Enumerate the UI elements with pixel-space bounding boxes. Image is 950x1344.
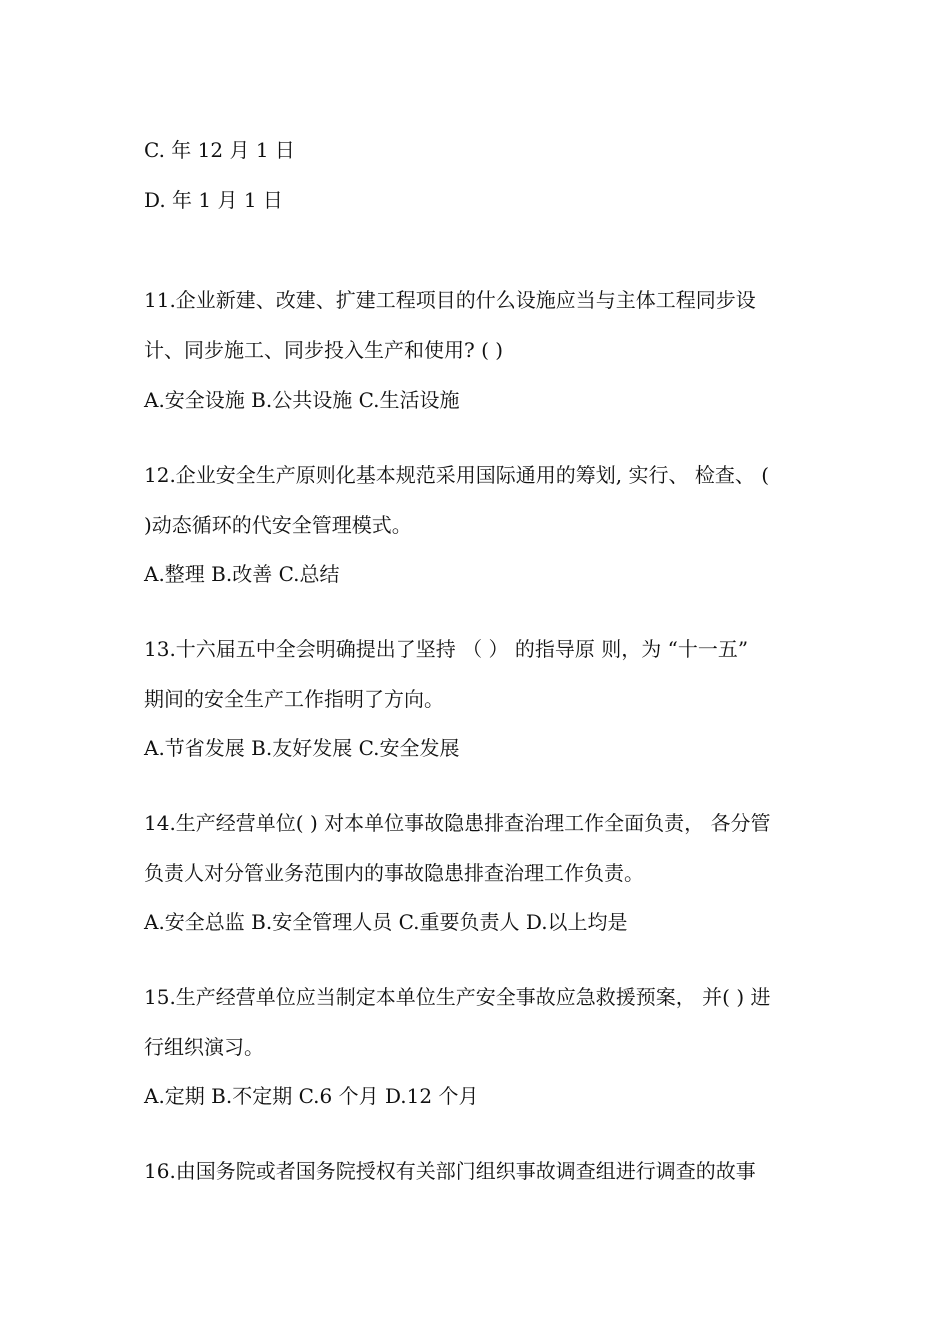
question-12-line-1: 12.企业安全生产原则化基本规范采用国际通用的筹划, 实行、 检查、 ( [144, 463, 770, 487]
option-c-prev: C. 年 12 月 1 日 [144, 138, 295, 162]
question-14-options: A.安全总监 B.安全管理人员 C.重要负责人 D.以上均是 [144, 910, 628, 934]
question-13-options: A.节省发展 B.友好发展 C.安全发展 [144, 736, 460, 760]
question-15-line-2: 行组织演习。 [144, 1035, 264, 1059]
question-15-options: A.定期 B.不定期 C.6 个月 D.12 个月 [144, 1084, 479, 1108]
question-14-line-1: 14.生产经营单位( ) 对本单位事故隐患排查治理工作全面负责， 各分管 [144, 811, 771, 835]
option-d-prev: D. 年 1 月 1 日 [144, 188, 283, 212]
question-13-line-2: 期间的安全生产工作指明了方向。 [144, 687, 444, 711]
question-12-line-2: )动态循环的代安全管理模式。 [144, 513, 412, 537]
question-16-line-1: 16.由国务院或者国务院授权有关部门组织事故调查组进行调查的故事 [144, 1159, 756, 1183]
question-15-line-1: 15.生产经营单位应当制定本单位生产安全事故应急救援预案， 并( ) 进 [144, 985, 771, 1009]
question-13-line-1: 13.十六届五中全会明确提出了坚持 （ ） 的指导原 则，为 “十一五” [144, 637, 749, 661]
question-14-line-2: 负责人对分管业务范围内的事故隐患排查治理工作负责。 [144, 861, 644, 885]
question-12-options: A.整理 B.改善 C.总结 [144, 562, 340, 586]
question-11-line-1: 11.企业新建、改建、扩建工程项目的什么设施应当与主体工程同步设 [144, 288, 756, 312]
question-11-options: A.安全设施 B.公共设施 C.生活设施 [144, 388, 460, 412]
question-11-line-2: 计、同步施工、同步投入生产和使用? ( ) [144, 338, 504, 362]
